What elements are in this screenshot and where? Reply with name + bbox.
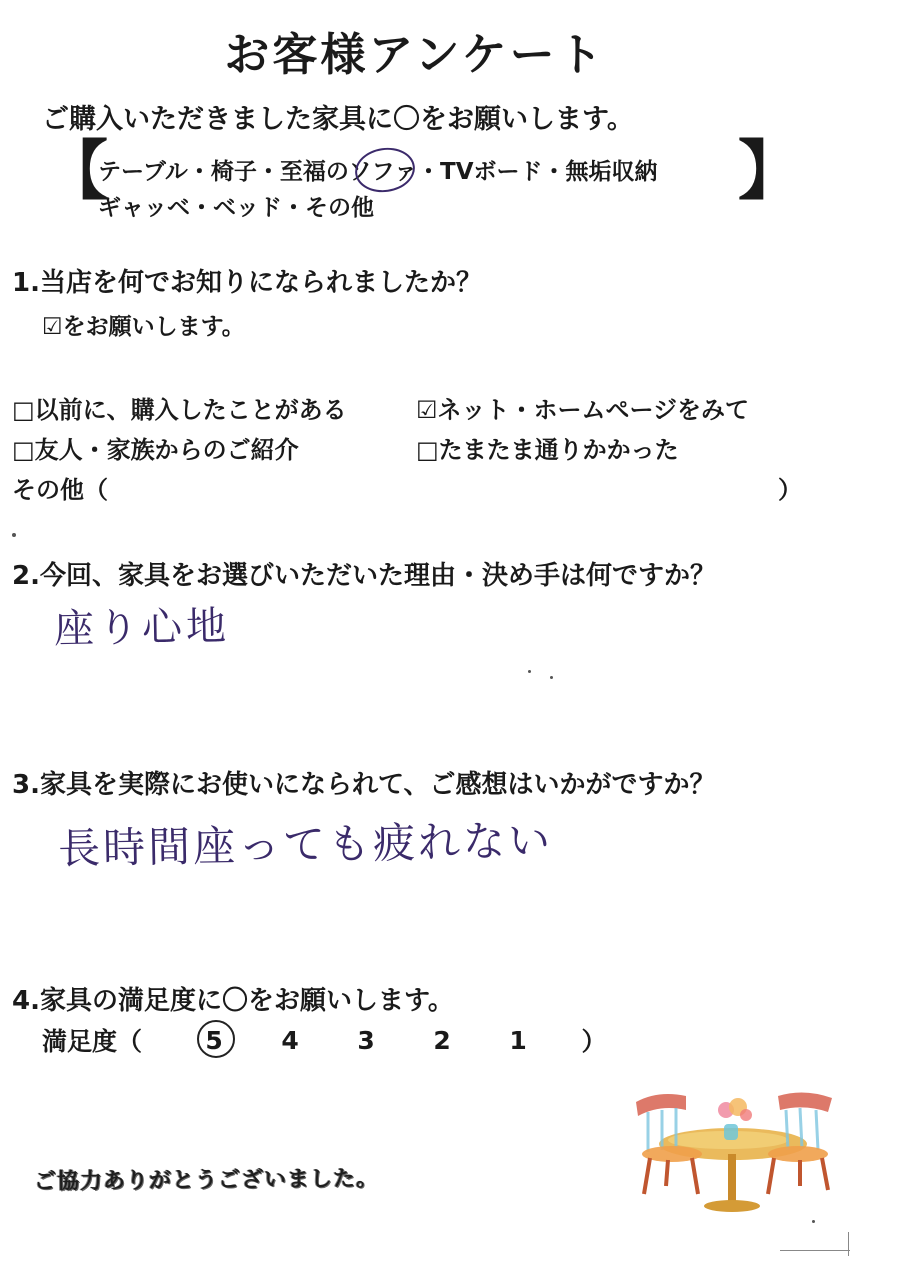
intro-text: ご購入いただきました家具に〇をお願いします。	[42, 104, 634, 135]
question-3: 3.家具を実際にお使いになられて、ご感想はいかがですか？	[12, 770, 716, 800]
scale-option-2[interactable]: 2	[433, 1025, 451, 1055]
question-1-hint: ☑をお願いします。	[42, 314, 245, 340]
option-website[interactable]: ☑ネット・ホームページをみて	[416, 396, 750, 424]
thanks-message: ご協力ありがとうございました。	[33, 1166, 380, 1195]
satisfaction-close: ）	[581, 1027, 607, 1056]
question-2: 2.今回、家具をお選びいただいた理由・決め手は何ですか？	[12, 561, 716, 591]
bracket-right: 】	[738, 135, 802, 209]
scale-option-5[interactable]: 5	[176, 1026, 252, 1055]
furniture-list-line2: ギャッベ・ベッド・その他	[98, 195, 374, 221]
option-other-row[interactable]	[12, 470, 802, 505]
scan-speck	[550, 676, 553, 679]
option-other-close: ）	[778, 476, 802, 504]
answer-3-handwritten: 長時間座っても疲れない	[57, 815, 554, 874]
answer-2-handwritten: 座り心地	[53, 603, 231, 653]
scan-speck	[12, 533, 16, 537]
question-4: 4.家具の満足度に〇をお願いします。	[12, 986, 454, 1016]
scan-edge-line	[848, 1232, 849, 1256]
option-other-label: その他（	[12, 476, 108, 504]
satisfaction-label: 満足度（	[42, 1027, 143, 1056]
question-1: 1.当店を何でお知りになられましたか？	[12, 268, 482, 298]
scan-speck	[812, 1220, 815, 1223]
option-referral[interactable]: □友人・家族からのご紹介	[12, 436, 299, 464]
satisfaction-scale	[42, 1022, 632, 1058]
scan-edge-line	[780, 1250, 850, 1251]
scale-option-4[interactable]: 4	[281, 1025, 299, 1055]
furniture-list-line1: テーブル・椅子・至福のソファ・TVボード・無垢収納	[98, 159, 658, 185]
bracket-left: 【	[44, 135, 108, 209]
scale-option-1[interactable]: 1	[509, 1025, 527, 1055]
scan-speck	[528, 670, 531, 673]
table-chairs-illustration	[628, 1082, 838, 1222]
page-title: お客様アンケート	[224, 28, 606, 81]
option-passing-by[interactable]: □たまたま通りかかった	[416, 436, 679, 464]
option-previous-purchase[interactable]: □以前に、購入したことがある	[12, 396, 347, 424]
scale-option-3[interactable]: 3	[357, 1025, 375, 1055]
